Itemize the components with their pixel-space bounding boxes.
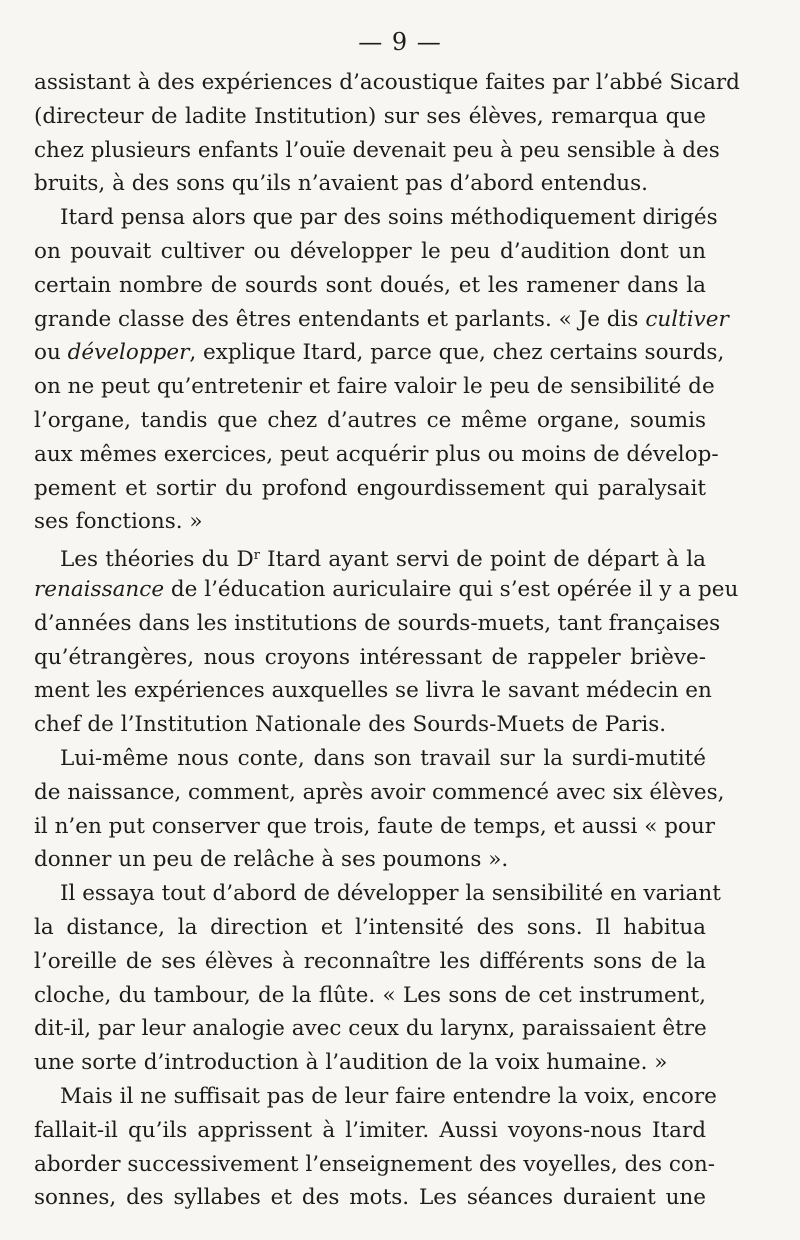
text-line: qu’étrangères, nous croyons intéressant de rappeler brièvе- bbox=[34, 644, 706, 670]
text-line: d’années dans les institutions de sourds-muets, tant françaises bbox=[34, 610, 721, 636]
text-line: chez plusieurs enfants l’ouïe devenait peu à peu sensible à des bbox=[34, 137, 720, 163]
text-line: ment les expériences auxquelles se livra le savant médecin en bbox=[34, 678, 712, 704]
text-line: sonnes, des syllabes et des mots. Les séances duraient une bbox=[34, 1185, 706, 1211]
text-fragment: Les théories du D bbox=[60, 547, 254, 573]
text-line: aborder successivement l’enseignement des voyelles, des con- bbox=[34, 1151, 715, 1177]
text-line: Itard pensa alors que par des soins méthodiquement dirigés bbox=[60, 205, 718, 231]
text-fragment: , explique Itard, parce que, chez certains sourds, bbox=[189, 340, 725, 366]
page-number: — 9 — bbox=[358, 28, 442, 56]
text-line: assistant à des expériences d’acoustique faites par l’abbé Sicard bbox=[34, 70, 740, 95]
italic-term: cultiver bbox=[645, 306, 729, 332]
text-line bbox=[34, 573, 739, 607]
italic-term: développer bbox=[67, 340, 190, 366]
text-line: de naissance, comment, après avoir commencé avec six élèves, bbox=[34, 779, 725, 805]
text-line: une sorte d’introduction à l’audition de la voix humaine. » bbox=[34, 1050, 668, 1076]
text-line: certain nombre de sourds sont doués, et les ramener dans la bbox=[34, 272, 706, 298]
text-line: dit-il, par leur analogie avec ceux du larynx, paraissaient être bbox=[34, 1016, 707, 1042]
text-line: il n’en put conserver que trois, faute de temps, et aussi « pour bbox=[34, 813, 716, 839]
italic-term: renaissance bbox=[34, 576, 165, 602]
text-line bbox=[34, 539, 706, 573]
text-body bbox=[34, 66, 740, 1215]
text-line: bruits, à des sons qu’ils n’avaient pas d’abord entendus. bbox=[34, 171, 648, 197]
text-line bbox=[34, 303, 729, 337]
text-line: fallait-il qu’ils apprissent à l’imiter. Aussi voyons-nous Itard bbox=[34, 1117, 706, 1143]
text-fragment: ou bbox=[34, 340, 68, 366]
text-line: (directeur de ladite Institution) sur ses élèves, remarqua que bbox=[34, 103, 706, 129]
text-line: l’organe, tandis que chez d’autres ce même organe, soumis bbox=[34, 407, 706, 433]
text-fragment: de l’éducation auriculaire qui s’est opérée il y a peu bbox=[164, 576, 739, 602]
text-line: pement et sortir du profond engourdissement qui paralysait bbox=[34, 475, 706, 501]
text-line: l’oreille de ses élèves à reconnaître les différents sons de la bbox=[34, 948, 706, 974]
text-line: Mais il ne suffisait pas de leur faire entendre la voix, encore bbox=[60, 1083, 717, 1109]
text-line: Lui-même nous conte, dans son travail sur la surdi-mutité bbox=[60, 745, 706, 771]
text-fragment: grande classe des êtres entendants et parlants. « Je dis bbox=[34, 306, 646, 332]
superscript: r bbox=[253, 548, 260, 564]
text-line: chef de l’Institution Nationale des Sourds-Muets de Paris. bbox=[34, 712, 667, 738]
text-line: aux mêmes exercices, peut acquérir plus ou moins de dévelop- bbox=[34, 441, 719, 467]
text-line: Il essaya tout d’abord de développer la sensibilité en variant bbox=[60, 881, 721, 907]
text-line: on ne peut qu’entretenir et faire valoir le peu de sensibilité de bbox=[34, 374, 715, 400]
text-line: on pouvait cultiver ou développer le peu d’audition dont un bbox=[34, 238, 706, 264]
text-fragment: Itard ayant servi de point de départ à la bbox=[259, 547, 707, 573]
text-line: donner un peu de relâche à ses poumons ». bbox=[34, 847, 509, 873]
text-line: cloche, du tambour, de la flûte. « Les sons de cet instrument, bbox=[34, 982, 706, 1008]
text-line: ses fonctions. » bbox=[34, 509, 203, 535]
text-line: la distance, la direction et l’intensité des sons. Il habitua bbox=[34, 914, 706, 940]
text-line bbox=[34, 336, 725, 370]
